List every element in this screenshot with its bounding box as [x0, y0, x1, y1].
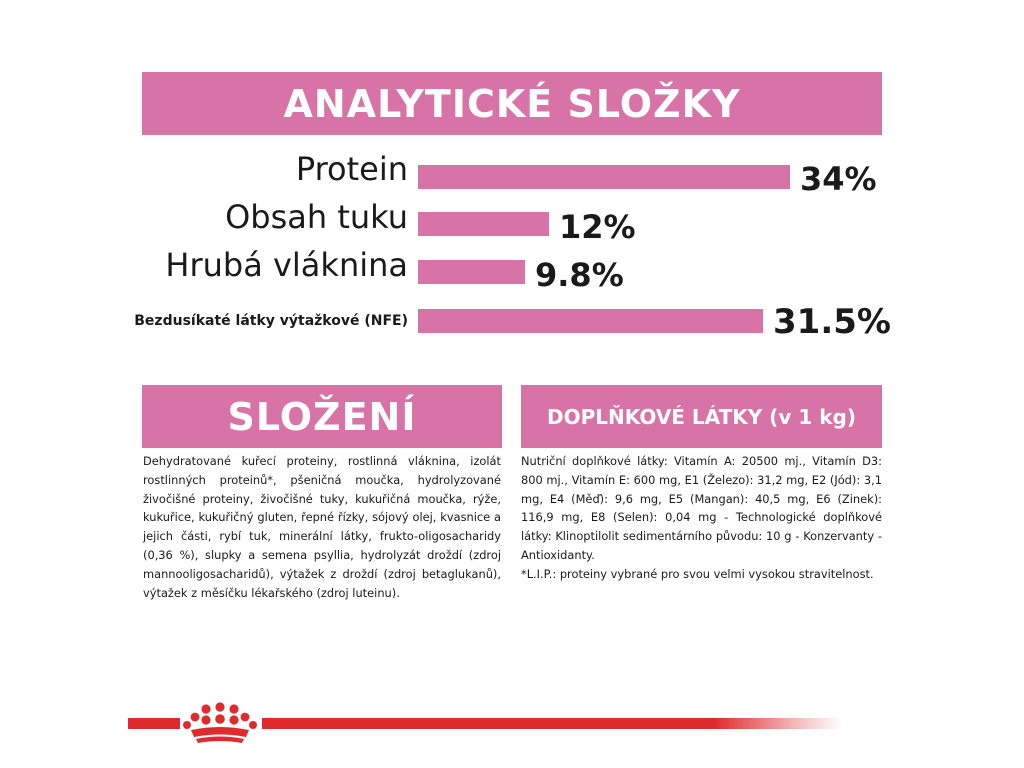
bar-value-label: 12% — [559, 208, 636, 246]
chart-title: ANALYTICKÉ SLOŽKY — [283, 81, 741, 126]
bar-label: Hrubá vláknina — [165, 246, 408, 284]
bar-value-label: 34% — [800, 160, 877, 198]
bar — [418, 212, 549, 236]
composition-header — [142, 385, 502, 448]
bar — [418, 165, 790, 189]
additives-title: DOPLŇKOVÉ LÁTKY (v 1 kg) — [547, 404, 856, 429]
bar-value-label: 9.8% — [535, 256, 624, 294]
composition-title: SLOŽENÍ — [227, 394, 417, 439]
additives-header — [521, 385, 882, 448]
bar-label: Obsah tuku — [225, 198, 408, 236]
analytic-header — [142, 72, 882, 135]
additives-paragraph: Nutriční doplňkové látky: Vitamín A: 20500 mj., Vitamín D3: 800 mj., Vitamín E: 600 mg, E1 (Železo): 31,2 mg, E2 (Jód): 3,1 mg, E4 (Měď): 9,6 mg, E5 (Mangan): 40,5 mg, E6 (Zinek): 116,9 mg, E8 (Selen): 0,04 mg - Technologické doplňkové látky: Klinoptilolit sedimentárního původu: 10 g - Konzervanty - Antioxidanty. — [521, 454, 882, 562]
additives-text — [521, 452, 882, 584]
royal-canin-crown-icon — [182, 702, 258, 744]
bar-label: Bezdusíkaté látky výtažkové (NFE) — [134, 313, 408, 329]
bar-value-label: 31.5% — [773, 302, 891, 342]
bar — [418, 309, 763, 333]
additives-note: *L.I.P.: proteiny vybrané pro svou velmi vysokou stravitelnost. — [521, 566, 874, 581]
composition-paragraph: Dehydratované kuřecí proteiny, rostlinná vláknina, izolát rostlinných proteinů*, pšeničná moučka, hydrolyzované živočišné proteiny, živočišné tuky, kukuřičná moučka, rýže, kukuřice, kukuřičný gluten, řepné řízky, sójový olej, kvasnice a jejich části, rybí tuk, minerální látky, frukto-oligosacharidy (0,36 %), slupky a semena psyllia, hydrolyzát droždí (zdroj mannooligosacharidů), výtažek z droždí (zdroj betaglukanů), výtažek z měsíčku lékařského (zdroj luteinu). — [143, 454, 501, 600]
composition-text — [143, 452, 501, 602]
footer-line-left — [128, 718, 180, 729]
bar-label: Protein — [295, 150, 408, 188]
footer-line-right — [262, 718, 842, 729]
bar — [418, 260, 525, 284]
